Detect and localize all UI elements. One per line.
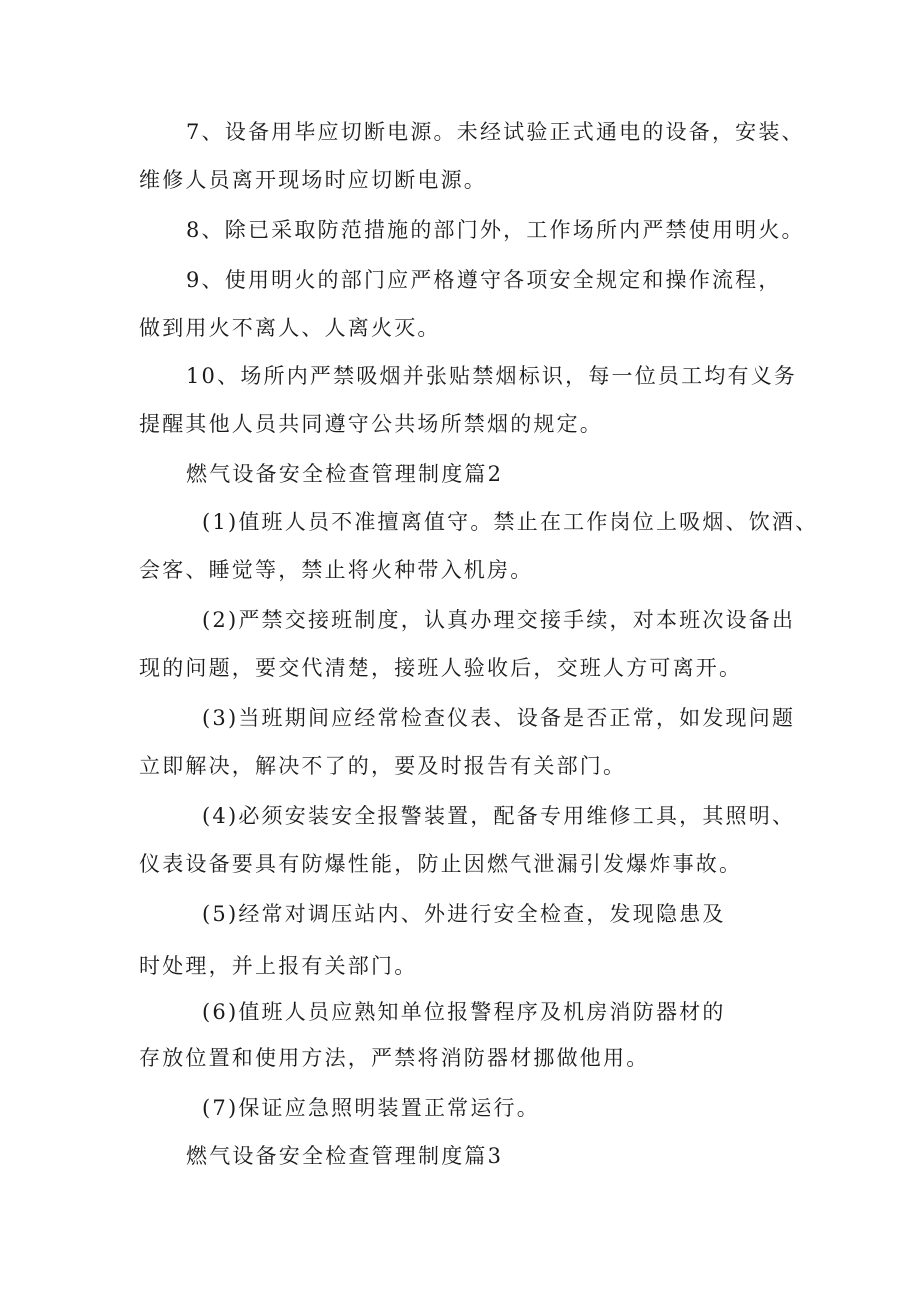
sub-1-line-1: (1)值班人员不准擅离值守。禁止在工作岗位上吸烟、饮酒、 (202, 510, 819, 534)
sub-4-line-2: 仪表设备要具有防爆性能，防止因燃气泄漏引发爆炸事故。 (139, 852, 743, 876)
item-7-line-2: 维修人员离开现场时应切断电源。 (139, 168, 487, 192)
item-8-line-1: 8、除已采取防范措施的部门外，工作场所内严禁使用明火。 (186, 218, 805, 242)
section-heading-3: 燃气设备安全检查管理制度篇3 (186, 1144, 504, 1168)
item-10-line-1: 10、场所内严禁吸烟并张贴禁烟标识，每一位员工均有义务 (186, 364, 798, 388)
sub-4-line-1: (4)必须安装安全报警装置，配备专用维修工具，其照明、 (202, 804, 796, 828)
sub-5-line-1: (5)经常对调压站内、外进行安全检查，发现隐患及 (202, 902, 726, 926)
sub-5-line-2: 时处理，并上报有关部门。 (139, 954, 418, 978)
sub-1-line-2: 会客、睡觉等，禁止将火种带入机房。 (139, 558, 534, 582)
section-heading-2: 燃气设备安全检查管理制度篇2 (186, 462, 504, 486)
sub-2-line-2: 现的问题，要交代清楚，接班人验收后，交班人方可离开。 (139, 656, 743, 680)
sub-7-line-1: (7)保证应急照明装置正常运行。 (202, 1096, 540, 1120)
item-10-line-2: 提醒其他人员共同遵守公共场所禁烟的规定。 (139, 412, 603, 436)
sub-3-line-2: 立即解决，解决不了的，要及时报告有关部门。 (139, 754, 627, 778)
sub-6-line-2: 存放位置和使用方法，严禁将消防器材挪做他用。 (139, 1046, 650, 1070)
item-9-line-2: 做到用火不离人、人离火灭。 (139, 316, 441, 340)
item-7-line-1: 7、设备用毕应切断电源。未经试验正式通电的设备，安装、 (186, 120, 805, 144)
item-9-line-1: 9、使用明火的部门应严格遵守各项安全规定和操作流程， (186, 268, 782, 292)
sub-6-line-1: (6)值班人员应熟知单位报警程序及机房消防器材的 (202, 1000, 726, 1024)
sub-2-line-1: (2)严禁交接班制度，认真办理交接手续，对本班次设备出 (202, 608, 796, 632)
sub-3-line-1: (3)当班期间应经常检查仪表、设备是否正常，如发现问题 (202, 706, 796, 730)
